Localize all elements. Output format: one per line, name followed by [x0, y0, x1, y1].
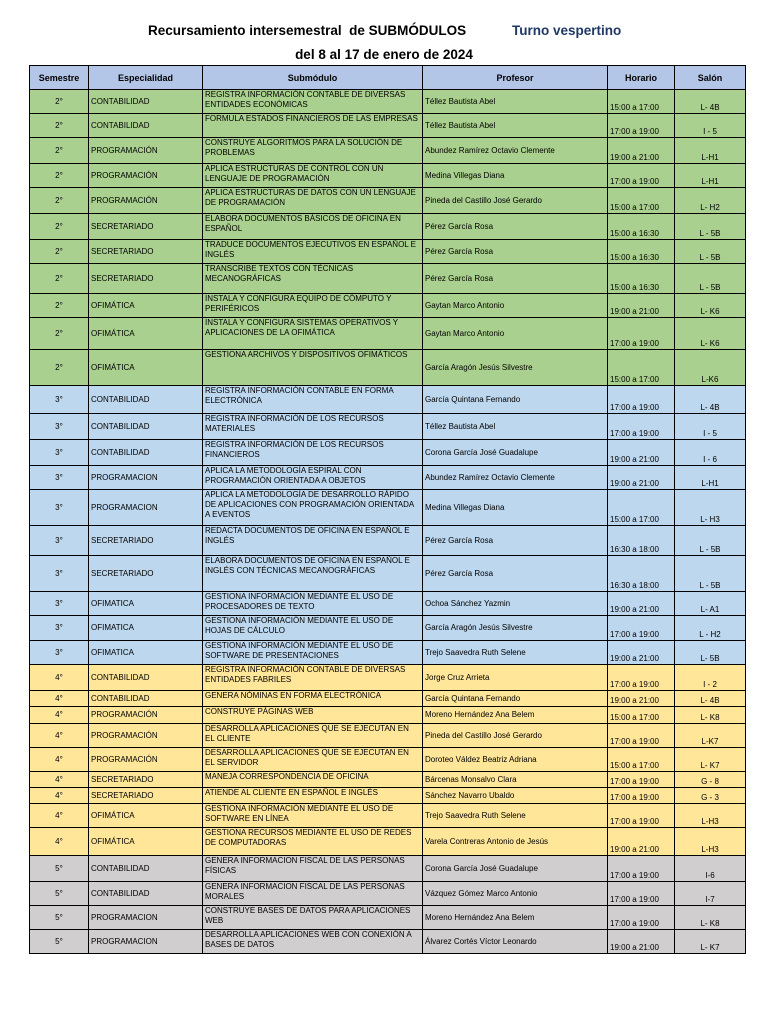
cell-profesor: Corona García José Guadalupe	[423, 856, 608, 882]
cell-salon: L- 5B	[675, 641, 746, 665]
cell-especialidad: SECRETARIADO	[89, 556, 203, 592]
cell-salon: L- H2	[675, 188, 746, 214]
cell-salon: L- K7	[675, 748, 746, 772]
cell-horario: 17:00 a 19:00	[608, 114, 675, 138]
cell-profesor: Vázquez Gómez Marco Antonio	[423, 882, 608, 906]
cell-horario: 17:00 a 19:00	[608, 616, 675, 641]
cell-profesor: Téllez Bautista Abel	[423, 90, 608, 114]
cell-especialidad: SECRETARIADO	[89, 772, 203, 788]
cell-especialidad: PROGRAMACIÓN	[89, 748, 203, 772]
cell-salon: L- A1	[675, 592, 746, 616]
cell-salon: L - 5B	[675, 556, 746, 592]
cell-horario: 19:00 a 21:00	[608, 592, 675, 616]
cell-submodulo: GESTIONA INFORMACIÓN MEDIANTE EL USO DE HOJAS DE CÁLCULO	[203, 616, 423, 641]
cell-semestre: 3°	[30, 386, 89, 414]
cell-semestre: 4°	[30, 665, 89, 691]
table-row	[30, 264, 746, 294]
table-row	[30, 691, 746, 707]
cell-profesor: Doroteo Váldez Beatriz Adriana	[423, 748, 608, 772]
cell-profesor: García Quintana Fernando	[423, 691, 608, 707]
cell-semestre: 2°	[30, 188, 89, 214]
cell-submodulo: GENERA INFORMACION FISCAL DE LAS PERSONAS MORALES	[203, 882, 423, 906]
cell-submodulo: DESARROLLA APLICACIONES QUE SE EJECUTAN EN EL CLIENTE	[203, 724, 423, 748]
cell-semestre: 4°	[30, 788, 89, 804]
column-header-salon: Salón	[675, 66, 746, 90]
cell-especialidad: SECRETARIADO	[89, 264, 203, 294]
cell-horario: 17:00 a 19:00	[608, 665, 675, 691]
cell-salon: L-K6	[675, 350, 746, 386]
cell-semestre: 5°	[30, 856, 89, 882]
table-row	[30, 490, 746, 526]
cell-submodulo: GESTIONA ARCHIVOS Y DISPOSITIVOS OFIMÁTICOS	[203, 350, 423, 386]
table-row	[30, 90, 746, 114]
cell-especialidad: SECRETARIADO	[89, 214, 203, 240]
cell-profesor: Moreno Hernández Ana Belem	[423, 906, 608, 930]
cell-horario: 17:00 a 19:00	[608, 386, 675, 414]
cell-semestre: 3°	[30, 641, 89, 665]
table-row	[30, 804, 746, 828]
table-row	[30, 828, 746, 856]
column-header-submodulo: Submódulo	[203, 66, 423, 90]
cell-salon: L-K7	[675, 724, 746, 748]
cell-especialidad: CONTABILIDAD	[89, 114, 203, 138]
cell-submodulo: REDACTA DOCUMENTOS DE OFICINA EN ESPAÑOL E INGLÉS	[203, 526, 423, 556]
cell-semestre: 5°	[30, 906, 89, 930]
cell-horario: 17:00 a 19:00	[608, 906, 675, 930]
cell-salon: L- K7	[675, 930, 746, 954]
column-header-especialidad: Especialidad	[89, 66, 203, 90]
cell-semestre: 2°	[30, 240, 89, 264]
table-row	[30, 350, 746, 386]
cell-submodulo: GENERA NÓMINAS EN FORMA ELECTRÓNICA	[203, 691, 423, 707]
cell-salon: G - 3	[675, 788, 746, 804]
cell-horario: 19:00 a 21:00	[608, 641, 675, 665]
cell-semestre: 2°	[30, 164, 89, 188]
cell-especialidad: CONTABILIDAD	[89, 386, 203, 414]
cell-submodulo: REGISTRA INFORMACIÓN DE LOS RECURSOS FINANCIEROS	[203, 440, 423, 466]
shift-label: Turno vespertino	[512, 23, 622, 38]
cell-semestre: 2°	[30, 350, 89, 386]
cell-semestre: 5°	[30, 882, 89, 906]
cell-especialidad: CONTABILIDAD	[89, 440, 203, 466]
cell-horario: 19:00 a 21:00	[608, 691, 675, 707]
table-row	[30, 856, 746, 882]
cell-profesor: Pérez García Rosa	[423, 264, 608, 294]
cell-profesor: Abundez Ramírez Octavio Clemente	[423, 466, 608, 490]
cell-horario: 17:00 a 19:00	[608, 882, 675, 906]
cell-especialidad: PROGRAMACIÓN	[89, 164, 203, 188]
cell-especialidad: PROGRAMACIÓN	[89, 188, 203, 214]
cell-especialidad: CONTABILIDAD	[89, 414, 203, 440]
cell-horario: 17:00 a 19:00	[608, 772, 675, 788]
cell-semestre: 2°	[30, 264, 89, 294]
cell-horario: 17:00 a 19:00	[608, 804, 675, 828]
cell-profesor: Pérez García Rosa	[423, 214, 608, 240]
cell-profesor: Pérez García Rosa	[423, 240, 608, 264]
cell-horario: 19:00 a 21:00	[608, 440, 675, 466]
cell-horario: 19:00 a 21:00	[608, 294, 675, 318]
cell-salon: L-H1	[675, 466, 746, 490]
table-row	[30, 665, 746, 691]
cell-salon: I - 2	[675, 665, 746, 691]
cell-especialidad: PROGRAMACION	[89, 490, 203, 526]
cell-semestre: 4°	[30, 724, 89, 748]
cell-semestre: 4°	[30, 691, 89, 707]
cell-semestre: 3°	[30, 440, 89, 466]
cell-horario: 17:00 a 19:00	[608, 414, 675, 440]
table-row	[30, 386, 746, 414]
cell-salon: L-H3	[675, 804, 746, 828]
cell-semestre: 3°	[30, 414, 89, 440]
cell-submodulo: APLICA LA METODOLOGÍA ESPIRAL CON PROGRAMACIÓN ORIENTADA A OBJETOS	[203, 466, 423, 490]
table-row	[30, 592, 746, 616]
table-row	[30, 748, 746, 772]
cell-salon: I-7	[675, 882, 746, 906]
cell-semestre: 3°	[30, 556, 89, 592]
cell-profesor: Pineda del Castillo José Gerardo	[423, 724, 608, 748]
table-row	[30, 641, 746, 665]
cell-horario: 17:00 a 19:00	[608, 788, 675, 804]
cell-profesor: Trejo Saavedra Ruth Selene	[423, 804, 608, 828]
table-row	[30, 440, 746, 466]
table-row	[30, 138, 746, 164]
cell-salon: I-6	[675, 856, 746, 882]
cell-salon: L- 4B	[675, 691, 746, 707]
cell-semestre: 2°	[30, 138, 89, 164]
cell-submodulo: CONSTRUYE BASES DE DATOS PARA APLICACIONES WEB	[203, 906, 423, 930]
cell-semestre: 4°	[30, 828, 89, 856]
cell-horario: 15:00 a 17:00	[608, 188, 675, 214]
cell-salon: L-H3	[675, 828, 746, 856]
cell-salon: G - 8	[675, 772, 746, 788]
cell-profesor: Abundez Ramírez Octavio Clemente	[423, 138, 608, 164]
cell-salon: I - 6	[675, 440, 746, 466]
cell-horario: 15:00 a 17:00	[608, 90, 675, 114]
cell-submodulo: DESARROLLA APLICACIONES WEB CON CONEXIÓN A BASES DE DATOS	[203, 930, 423, 954]
cell-salon: L - 5B	[675, 240, 746, 264]
table-row	[30, 616, 746, 641]
cell-especialidad: PROGRAMACION	[89, 930, 203, 954]
cell-horario: 19:00 a 21:00	[608, 138, 675, 164]
cell-profesor: Bárcenas Monsalvo Clara	[423, 772, 608, 788]
column-header-semestre: Semestre	[30, 66, 89, 90]
cell-semestre: 2°	[30, 294, 89, 318]
cell-especialidad: OFIMÁTICA	[89, 828, 203, 856]
cell-horario: 15:00 a 16:30	[608, 214, 675, 240]
cell-especialidad: CONTABILIDAD	[89, 882, 203, 906]
cell-submodulo: TRANSCRIBE TEXTOS CON TÉCNICAS MECANOGRÁFICAS	[203, 264, 423, 294]
cell-submodulo: GESTIONA INFORMACIÓN MEDIANTE EL USO DE PROCESADORES DE TEXTO	[203, 592, 423, 616]
cell-especialidad: SECRETARIADO	[89, 526, 203, 556]
cell-profesor: García Aragón Jesús Silvestre	[423, 616, 608, 641]
cell-semestre: 3°	[30, 466, 89, 490]
cell-especialidad: OFIMÁTICA	[89, 318, 203, 350]
cell-submodulo: FORMULA ESTADOS FINANCIEROS DE LAS EMPRESAS	[203, 114, 423, 138]
cell-especialidad: PROGRAMACION	[89, 466, 203, 490]
table-row	[30, 214, 746, 240]
cell-horario: 17:00 a 19:00	[608, 164, 675, 188]
table-row	[30, 164, 746, 188]
cell-submodulo: APLICA ESTRUCTURAS DE DATOS CON UN LENGUAJE DE PROGRAMACIÓN	[203, 188, 423, 214]
cell-profesor: Pérez García Rosa	[423, 556, 608, 592]
cell-profesor: Jorge Cruz Arrieta	[423, 665, 608, 691]
cell-horario: 17:00 a 19:00	[608, 856, 675, 882]
cell-semestre: 4°	[30, 804, 89, 828]
cell-salon: I - 5	[675, 414, 746, 440]
cell-salon: L- 4B	[675, 90, 746, 114]
cell-semestre: 3°	[30, 616, 89, 641]
cell-semestre: 4°	[30, 772, 89, 788]
cell-submodulo: TRADUCE DOCUMENTOS EJECUTIVOS EN ESPAÑOL E INGLÉS	[203, 240, 423, 264]
cell-profesor: Pérez García Rosa	[423, 526, 608, 556]
table-row	[30, 930, 746, 954]
cell-submodulo: ELABORA DOCUMENTOS BÁSICOS DE OFICINA EN ESPAÑOL	[203, 214, 423, 240]
cell-salon: L - H2	[675, 616, 746, 641]
cell-profesor: Trejo Saavedra Ruth Selene	[423, 641, 608, 665]
cell-submodulo: DESARROLLA APLICACIONES QUE SE EJECUTAN EN EL SERVIDOR	[203, 748, 423, 772]
column-header-profesor: Profesor	[423, 66, 608, 90]
cell-horario: 15:00 a 16:30	[608, 264, 675, 294]
table-row	[30, 114, 746, 138]
cell-especialidad: CONTABILIDAD	[89, 856, 203, 882]
cell-salon: L- K8	[675, 906, 746, 930]
cell-horario: 17:00 a 19:00	[608, 318, 675, 350]
cell-submodulo: GESTIONA INFORMACIÓN MEDIANTE EL USO DE SOFTWARE EN LÍNEA	[203, 804, 423, 828]
cell-especialidad: SECRETARIADO	[89, 788, 203, 804]
cell-salon: L- K6	[675, 318, 746, 350]
cell-especialidad: CONTABILIDAD	[89, 90, 203, 114]
cell-salon: L- K8	[675, 707, 746, 724]
cell-salon: L- H3	[675, 490, 746, 526]
cell-horario: 16:30 a 18:00	[608, 556, 675, 592]
cell-profesor: Pineda del Castillo José Gerardo	[423, 188, 608, 214]
table-row	[30, 414, 746, 440]
table-row	[30, 318, 746, 350]
cell-semestre: 3°	[30, 490, 89, 526]
cell-submodulo: INSTALA Y CONFIGURA EQUIPO DE CÓMPUTO Y PERIFÉRICOS	[203, 294, 423, 318]
table-row	[30, 188, 746, 214]
cell-profesor: Sánchez Navarro Ubaldo	[423, 788, 608, 804]
cell-especialidad: PROGRAMACION	[89, 906, 203, 930]
cell-submodulo: REGISTRA INFORMACIÓN CONTABLE EN FORMA ELECTRÓNICA	[203, 386, 423, 414]
cell-horario: 15:00 a 17:00	[608, 707, 675, 724]
cell-profesor: García Quintana Fernando	[423, 386, 608, 414]
column-header-horario: Horario	[608, 66, 675, 90]
cell-especialidad: CONTABILIDAD	[89, 665, 203, 691]
table-row	[30, 772, 746, 788]
table-row	[30, 882, 746, 906]
cell-salon: L- 4B	[675, 386, 746, 414]
cell-horario: 17:00 a 19:00	[608, 724, 675, 748]
cell-submodulo: CONSTRUYE ALGORITMOS PARA LA SOLUCIÓN DE PROBLEMAS	[203, 138, 423, 164]
cell-salon: L - 5B	[675, 214, 746, 240]
cell-submodulo: ATIENDE AL CLIENTE EN ESPAÑOL E INGLÉS	[203, 788, 423, 804]
cell-profesor: Téllez Bautista Abel	[423, 414, 608, 440]
cell-horario: 19:00 a 21:00	[608, 466, 675, 490]
cell-submodulo: GENERA INFORMACION FISCAL DE LAS PERSONAS FÍSICAS	[203, 856, 423, 882]
cell-semestre: 2°	[30, 214, 89, 240]
table-row	[30, 724, 746, 748]
cell-profesor: Varela Contreras Antonio de Jesús	[423, 828, 608, 856]
cell-especialidad: OFIMATICA	[89, 592, 203, 616]
cell-semestre: 2°	[30, 114, 89, 138]
cell-submodulo: REGISTRA INFORMACIÓN DE LOS RECURSOS MATERIALES	[203, 414, 423, 440]
cell-profesor: Corona García José Guadalupe	[423, 440, 608, 466]
table-row	[30, 466, 746, 490]
cell-profesor: Álvarez Cortés Víctor Leonardo	[423, 930, 608, 954]
cell-salon: L-H1	[675, 164, 746, 188]
cell-profesor: Medina Villegas Diana	[423, 490, 608, 526]
cell-submodulo: GESTIONA INFORMACIÓN MEDIANTE EL USO DE SOFTWARE DE PRESENTACIONES	[203, 641, 423, 665]
cell-horario: 19:00 a 21:00	[608, 930, 675, 954]
cell-especialidad: OFIMÁTICA	[89, 350, 203, 386]
cell-horario: 15:00 a 17:00	[608, 748, 675, 772]
date-range: del 8 al 17 de enero de 2024	[295, 47, 473, 62]
cell-especialidad: OFIMÁTICA	[89, 294, 203, 318]
cell-profesor: Gaytan Marco Antonio	[423, 294, 608, 318]
cell-semestre: 2°	[30, 318, 89, 350]
table-row	[30, 906, 746, 930]
cell-horario: 19:00 a 21:00	[608, 828, 675, 856]
cell-semestre: 4°	[30, 748, 89, 772]
cell-salon: L- K6	[675, 294, 746, 318]
cell-salon: L-H1	[675, 138, 746, 164]
cell-profesor: Ochoa Sánchez Yazmin	[423, 592, 608, 616]
cell-horario: 16:30 a 18:00	[608, 526, 675, 556]
table-body	[30, 90, 746, 954]
schedule-table	[29, 65, 746, 954]
cell-salon: L - 5B	[675, 526, 746, 556]
document-title: Recursamiento intersemestral de SUBMÓDULOS	[148, 23, 467, 38]
cell-especialidad: OFIMATICA	[89, 616, 203, 641]
cell-submodulo: CONSTRUYE PÁGINAS WEB	[203, 707, 423, 724]
cell-submodulo: INSTALA Y CONFIGURA SISTEMAS OPERATIVOS Y APLICACIONES DE LA OFIMÁTICA	[203, 318, 423, 350]
table-row	[30, 526, 746, 556]
cell-especialidad: SECRETARIADO	[89, 240, 203, 264]
table-header-row	[30, 66, 746, 90]
cell-salon: L - 5B	[675, 264, 746, 294]
cell-especialidad: CONTABILIDAD	[89, 691, 203, 707]
cell-submodulo: REGISTRA INFORMACIÓN CONTABLE DE DIVERSAS ENTIDADES FABRILES	[203, 665, 423, 691]
cell-semestre: 5°	[30, 930, 89, 954]
cell-especialidad: PROGRAMACIÓN	[89, 724, 203, 748]
cell-especialidad: PROGRAMACIÓN	[89, 138, 203, 164]
cell-semestre: 3°	[30, 592, 89, 616]
cell-horario: 15:00 a 16:30	[608, 240, 675, 264]
cell-salon: I - 5	[675, 114, 746, 138]
cell-profesor: García Aragón Jesús Silvestre	[423, 350, 608, 386]
cell-profesor: Moreno Hernández Ana Belem	[423, 707, 608, 724]
table-row	[30, 294, 746, 318]
cell-especialidad: OFIMATICA	[89, 641, 203, 665]
table-row	[30, 556, 746, 592]
cell-submodulo: MANEJA CORRESPONDENCIA DE OFICINA	[203, 772, 423, 788]
cell-profesor: Téllez Bautista Abel	[423, 114, 608, 138]
cell-semestre: 3°	[30, 526, 89, 556]
cell-submodulo: ELABORA DOCUMENTOS DE OFICINA EN ESPAÑOL E INGLÉS CON TÉCNICAS MECANOGRÁFICAS	[203, 556, 423, 592]
cell-submodulo: APLICA ESTRUCTURAS DE CONTROL CON UN LENGUAJE DE PROGRAMACIÓN	[203, 164, 423, 188]
cell-semestre: 2°	[30, 90, 89, 114]
cell-horario: 15:00 a 17:00	[608, 490, 675, 526]
title-row	[0, 19, 768, 43]
cell-profesor: Gaytan Marco Antonio	[423, 318, 608, 350]
cell-especialidad: OFIMÁTICA	[89, 804, 203, 828]
cell-semestre: 4°	[30, 707, 89, 724]
cell-submodulo: APLICA LA METODOLOGÍA DE DESARROLLO RÁPIDO DE APLICACIONES CON PROGRAMACIÓN ORIENTADA A EVENTOS	[203, 490, 423, 526]
table-row	[30, 707, 746, 724]
cell-especialidad: PROGRAMACIÓN	[89, 707, 203, 724]
cell-horario: 15:00 a 17:00	[608, 350, 675, 386]
table-row	[30, 788, 746, 804]
cell-submodulo: REGISTRA INFORMACIÓN CONTABLE DE DIVERSAS ENTIDADES ECONÓMICAS	[203, 90, 423, 114]
cell-profesor: Medina Villegas Diana	[423, 164, 608, 188]
table-row	[30, 240, 746, 264]
cell-submodulo: GESTIONA RECURSOS MEDIANTE EL USO DE REDES DE COMPUTADORAS	[203, 828, 423, 856]
